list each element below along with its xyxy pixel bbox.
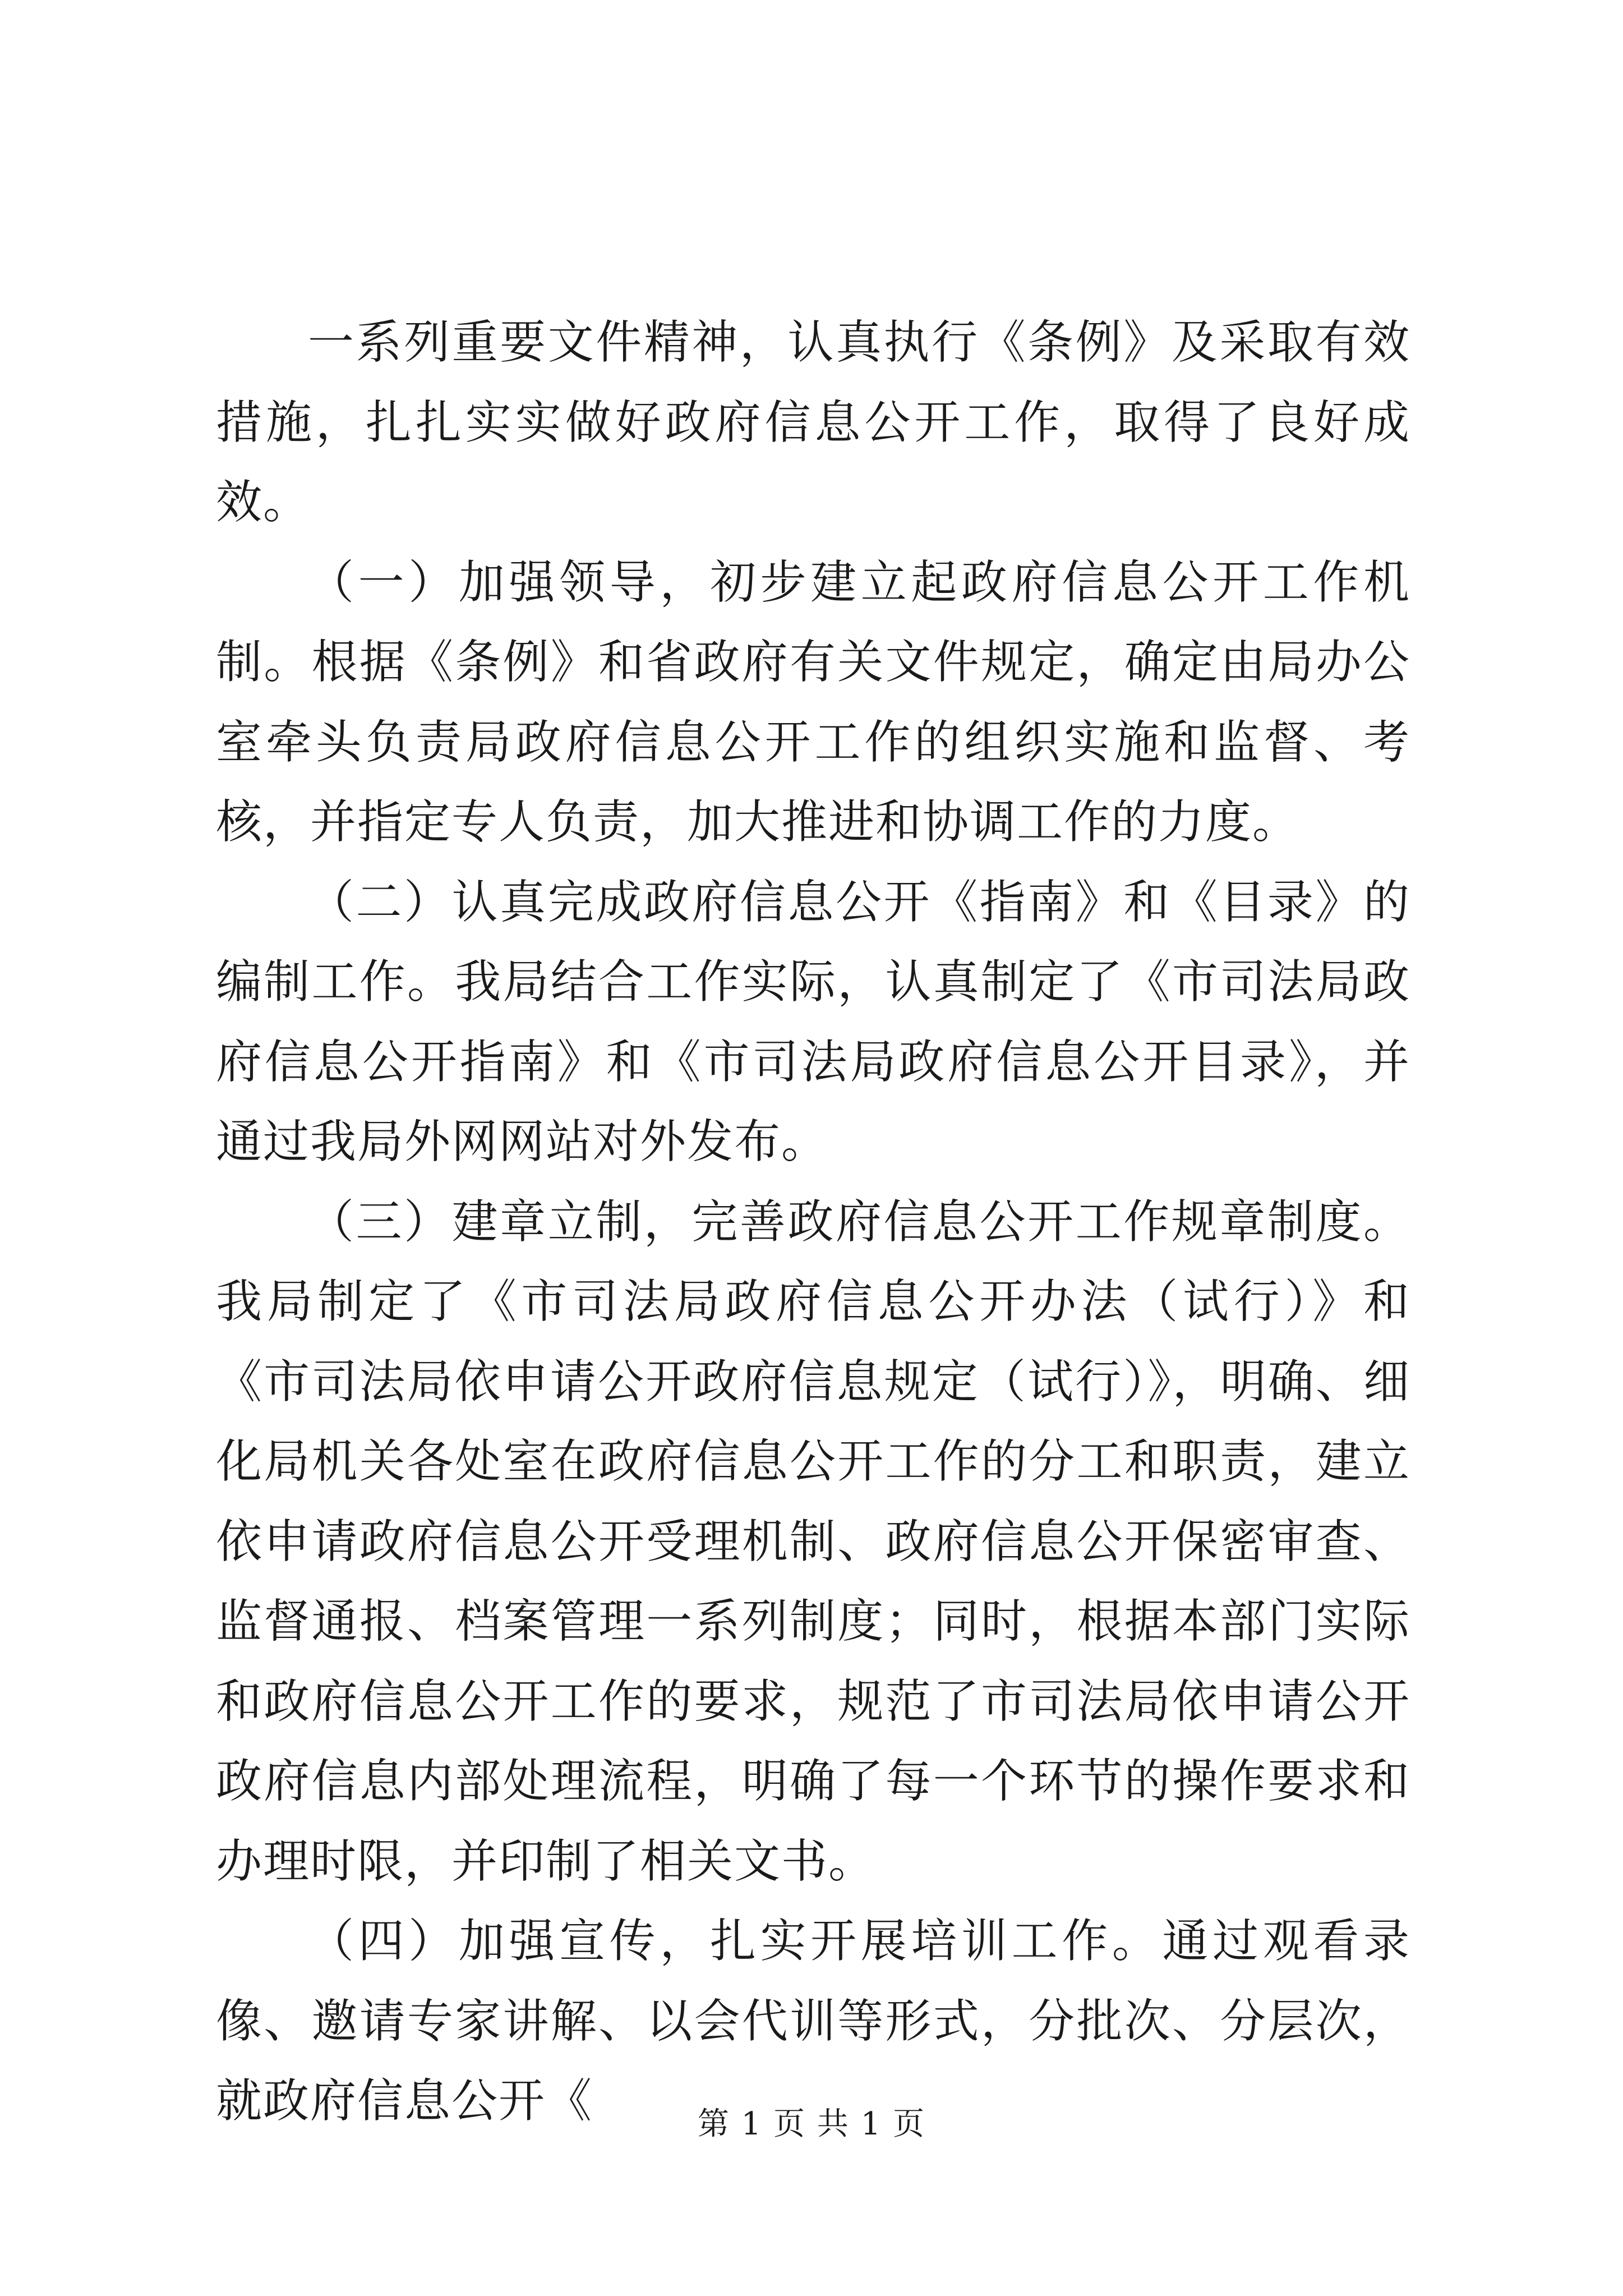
document-body — [216, 303, 1410, 2142]
paragraph-section-4: （四）加强宣传，扎实开展培训工作。通过观看录像、邀请专家讲解、以会代训等形式，分批次、分层次，就政府信息公开《 — [216, 1915, 1410, 2128]
paragraph-section-3: （三）建章立制，完善政府信息公开工作规章制度。我局制定了《市司法局政府信息公开办法（试行）》和《市司法局依申请公开政府信息规定（试行）》，明确、细化局机关各处室在政府信息公开工作的分工和职责，建立依申请政府信息公开受理机制、政府信息公开保密审查、监督通报、档案管理一系列制度；同时，根据本部门实际和政府信息公开工作的要求，规范了市司法局依申请公开政府信息内部处理流程，明确了每一个环节的操作要求和办理时限，并印制了相关文书。 — [216, 1195, 1410, 1888]
page-number-footer: 第 1 页 共 1 页 — [697, 2106, 926, 2142]
paragraph-section-1: （一）加强领导，初步建立起政府信息公开工作机制。根据《条例》和省政府有关文件规定，确定由局办公室牵头负责局政府信息公开工作的组织实施和监督、考核，并指定专人负责，加大推进和协调工作的力度。 — [216, 555, 1410, 849]
paragraph-intro: 一系列重要文件精神，认真执行《条例》及采取有效措施，扎扎实实做好政府信息公开工作，取得了良好成效。 — [216, 316, 1410, 529]
paragraph-section-2: （二）认真完成政府信息公开《指南》和《目录》的编制工作。我局结合工作实际，认真制定了《市司法局政府信息公开指南》和《市司法局政府信息公开目录》，并通过我局外网网站对外发布。 — [216, 875, 1410, 1168]
